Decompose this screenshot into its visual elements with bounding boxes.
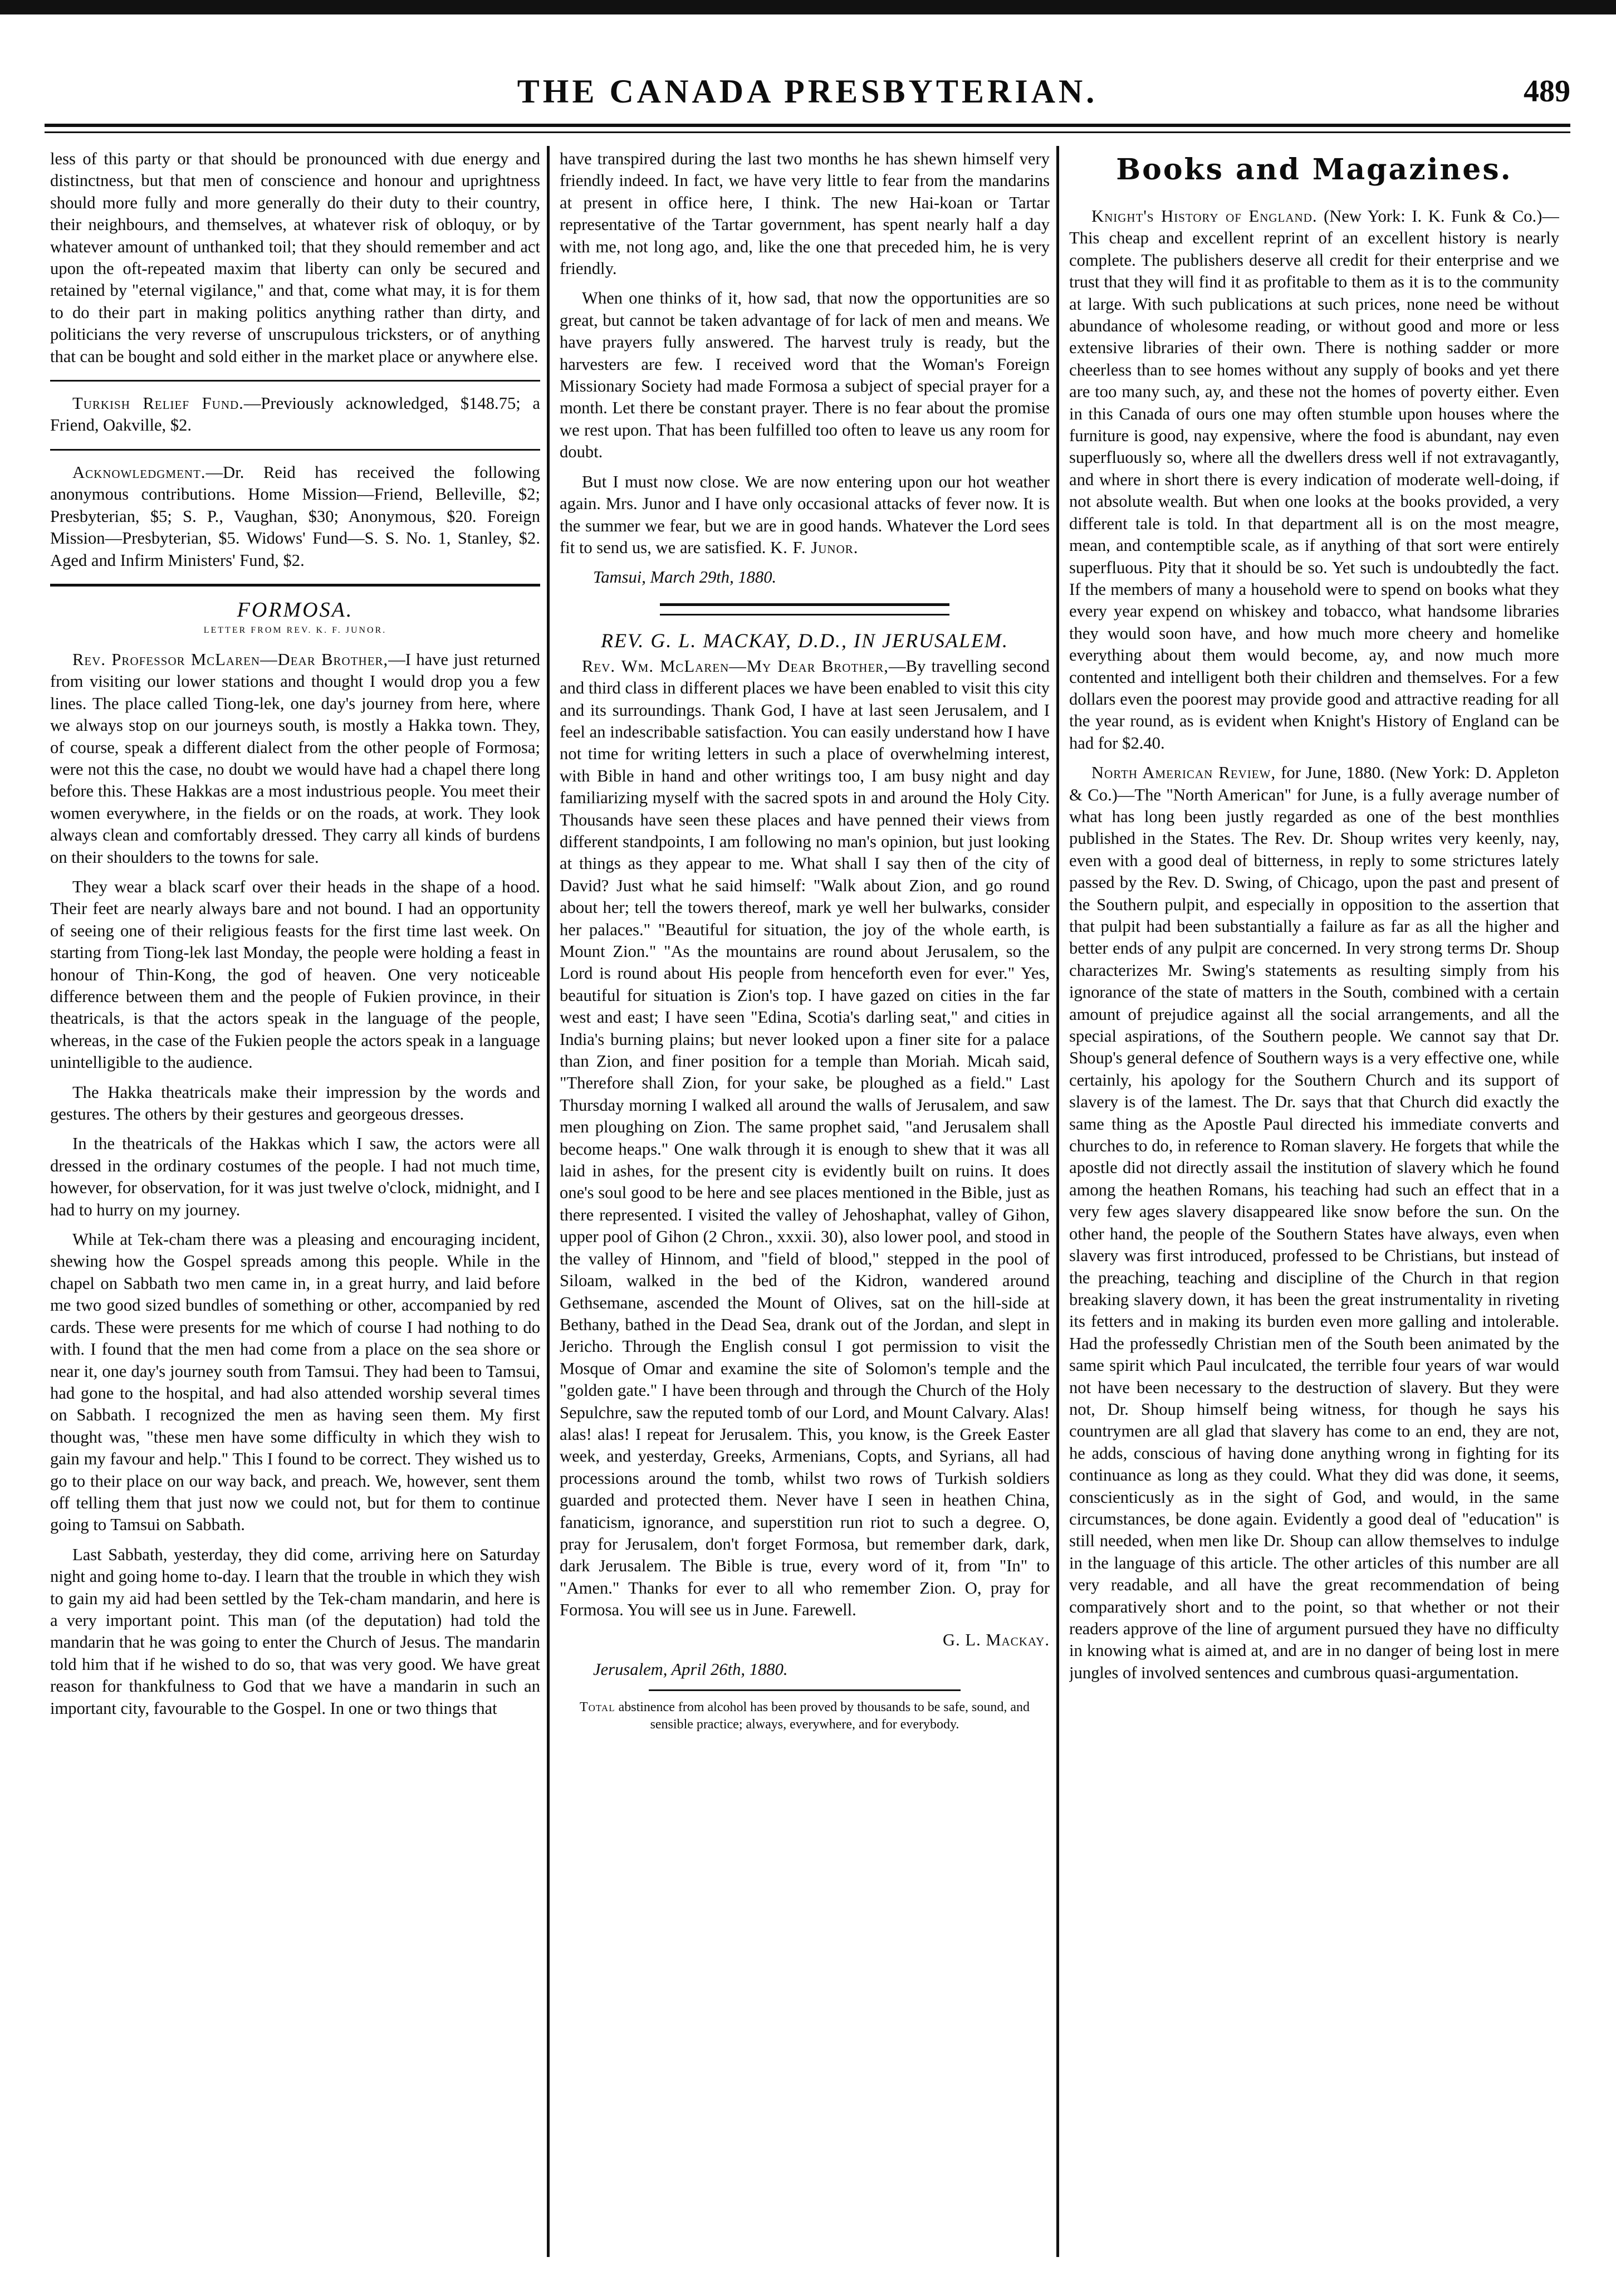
section-divider: [50, 449, 540, 451]
salutation: Rev. Professor McLaren—Dear Brother,: [72, 649, 389, 669]
page-number: 489: [1524, 74, 1570, 109]
paragraph-text: But I must now close. We are now entering upon our hot weather again. Mrs. Junor and I have only occasional attacks of fever now. It is the summer we fear, but we are in good hands. Whatever the Lord sees fit to send us, we are satisfied.: [560, 472, 1050, 557]
paragraph-text: —I have just returned from visiting our lower stations and thought I would drop you a few lines. The place called Tiong-lek, one day's journey from here, where we always stop on our journeys south, is mostly a Hakka town. They, of course, speak a different dialect from the other people of Formosa; were not this the case, no doubt we would have had a chapel there long before this. These Hakkas are a most industrious people. You meet their women everywhere, in the fields or on the roads, at work. They look always clean and comfortably dressed. They carry all kinds of burdens on their shoulders to the towns for sale.: [50, 649, 540, 867]
header-rule-thin: [45, 131, 1570, 133]
article-paragraph: When one thinks of it, how sad, that now the opportunities are so great, but cannot be taken advantage of for lack of men and means. We have prayers fully answered. The harvest truly is ready, but the harvesters are few. I received word that the Woman's Foreign Missionary Society had made Formosa a subject of special prayer for a month. Let there be constant prayer. There is no fear about the promise we rest upon. That has been fulfilled too often to leave us any room for doubt.: [560, 289, 1050, 462]
notice-turkish-relief-fund: [50, 393, 540, 437]
notice-label: Acknowledgment.: [72, 462, 206, 482]
article-paragraph: The Hakka theatricals make their impression by the words and gestures. The others by their gestures and georgeous dresses.: [50, 1082, 540, 1124]
article-paragraph: While at Tek-cham there was a pleasing and encouraging incident, shewing how the Gospel spreads among this people. While in the chapel on Sabbath two men came in, in a great hurry, and laid before me two good sized bundles of something or other, accompanied by red cards. These were presents for me which of course I had nothing to do with. I found that the men had come from a place on the sea shore or near it, one day's journey south from Tamsui. They had been to Tamsui, had gone to the hospital, and had also attended worship several times on Sabbath. I recognized the men as having seen them. My first thought was, "these men have some difficulty in which they wish to gain my favour and help." This I found to be correct. They wished us to go to their place on our way back, and preach. We, however, sent them off telling them that just now we could not, but for them to continue going to Tamsui on Sabbath.: [50, 1230, 540, 1535]
article-paragraph: [50, 649, 540, 868]
column-rule-2: [1056, 146, 1059, 2257]
signature: G. L. Mackay.: [943, 1630, 1050, 1649]
review-text: (New York: I. K. Funk & Co.)—This cheap and excellent reprint of an excellent history is nearly complete. The publishers deserve all credit for their enterprise and we trust that they will find it as profitable to them as it is to the community at large. With such publications at such prices, none need be without abundance of wholesome reading, or without good and more or less extensive libraries of their own. There is nothing sadder or more cheerless than to see homes without any supply of books and yet there are too many such, ay, and these not the homes of poverty either. Even in this Canada of ours one may often stumble upon houses where the furniture is good, nay expensive, where the food is abundant, nay even superfluously so, where all the dwellers dress well if not extravagantly, and where in short there is every indication of moderate well-doing, if not absolute wealth. But when one looks at the books provided, a very different tale is told. In that department all is on the most meagre, mean, and contemptible scale, as if anything of that sort were entirely superfluous. Pity that it should be so. Yet such is undoubtedly the fact. If the members of many a household were to spend on books what they every year expend on whiskey and tobacco, what handsome libraries they would soon have, and how much more cheery and homelike everything about them would become, ay, and now much more contented and intelligent both their children and themselves. For a few dollars even the poorest may provide good and attractive reading for all the year round, as is evident when Knight's History of England can be had for $2.40.: [1069, 207, 1559, 753]
article-title-mackay: REV. G. L. MACKAY, D.D., IN JERUSALEM.: [600, 629, 1008, 652]
notice-acknowledgment: [50, 462, 540, 571]
column-1: [50, 148, 540, 2259]
page-header: [45, 67, 1570, 115]
review-title: Knight's History of England.: [1091, 207, 1318, 226]
paragraph-text: —By travelling second and third class in different places we have been enabled to visit this city and its surroundings. Thank God, I have at last seen Jerusalem, and I feel an indescribable satisfaction. You can easily understand how I have not time for writing letters in such a place of overwhelming interest, with Bible in hand and other writings too, I am busy night and day familiarizing myself with the sacred spots in and around the Holy City. Thousands have seen these places and have penned their views from different standpoints, I am following no man's opinion, but just looking at things as they appear to me. What shall I say then of the city of David? Just what he said himself: "Walk about Zion, and go round about her; tell the towers thereof, mark ye well her bulwarks, consider her palaces." "Beautiful for situation, the joy of the whole earth, is Mount Zion." "As the mountains are round about Jerusalem, so the Lord is round about His people from henceforth even for ever." Yes, beautiful for situation is Zion's top. I have gazed on cities in the far west and east; I have seen "Edina, Scotia's darling seat," and cities in India's burning plains; but never looked upon a finer site for a palace than Zion, and finer position for a temple than Moriah. Micah said, "Therefore shall Zion, for your sake, be ploughed as a field." Last Thursday morning I walked all around the walls of Jerusalem, and saw men ploughing on Zion. The same prophet said, "and Jerusalem shall become heaps." One walk through it is enough to shew that it was all laid in ashes, for the present city is evidently built on ruins. It does one's soul good to be here and see places mentioned in the Bible, just as there represented. I visited the valley of Jehoshaphat, valley of Gihon, upper pool of Gihon (2 Chron., xxxii. 30), also lower pool, and stood in the valley of Hinnom, and "field of blood," stepped in the pool of Siloam, walked in the bed of the Kidron, wandered around Gethsemane, ascended the Mount of Olives, sat on the hill-side at Bethany, bathed in the Dead Sea, drank out of the Jordan, and slept in Jericho. Through the English consul I got permission to visit the Mosque of Omar and examine the site of Solomon's temple and the "golden gate." I have been through and through the Church of the Holy Sepulchre, saw the reputed tomb of our Lord, and Mount Calvary. Alas! alas! alas! I repeat for Jerusalem. This, you know, is the Greek Easter week, and yesterday, Greeks, Armenians, Copts, and Syrians, all had processions around the tomb, whilst two rows of Turkish soldiers guarded and protected them. Never have I seen in heathen China, fanaticism, ignorance, and superstition run riot to such a degree. O, pray for Jerusalem, don't forget Formosa, but remember dark, dark, dark Jerusalem. The Bible is true, every word of it, from "In" to "Amen." Thanks for ever to all who remember Zion. O, pray for Formosa. You will see us in June. Farewell.: [560, 656, 1050, 1620]
column-3: [1069, 148, 1559, 2259]
article-paragraph: less of this party or that should be pronounced with due energy and distinctness, but that men of conscience and honour and uprightness should more fully and more generally do their duty to their country, their neighbours, and themselves, at whatever risk of obloquy, or by whatever amount of unthanked toil; that they should remember and act upon the oft-repeated maxim that liberty can only be secured and retained by "eternal vigilance," and that, come what may, it is for them to do their part in making politics anything rather than dirty, and politicians the very reverse of unscrupulous tricksters, or of anything that can be bought and sold either in the market place or anywhere else.: [50, 149, 540, 366]
review-knights-history: [1069, 206, 1559, 754]
review-title: North American Review,: [1091, 763, 1276, 783]
dateline: Tamsui, March 29th, 1880.: [593, 568, 777, 587]
header-rule-thick: [45, 124, 1570, 127]
article-byline: LETTER FROM REV. K. F. JUNOR.: [203, 625, 387, 635]
column-rule-1: [547, 146, 550, 2257]
notice-label: Turkish Relief Fund.: [72, 394, 244, 413]
notice-text: —Dr. Reid has received the following anonymous contributions. Home Mission—Friend, Belleville, $2; Presbyterian, $5; S. P., Vaughan, $30; Anonymous, $20. Foreign Mission—Presbyterian, $5. Widows' Fund—S. S. No. 1, Stanley, $2. Aged and Infirm Ministers' Fund, $2.: [50, 462, 540, 570]
article-paragraph: They wear a black scarf over their heads in the shape of a hood. Their feet are nearly always bare and not bound. I had an opportunity of seeing one of their religious feasts for the first time last week. On starting from Tiong-lek last Monday, the people were holding a feast in honour of Thin-Kong, the god of heaven. One very noticeable difference between them and the people of Fukien province, in their theatricals, is that the actors speak in the language of the people, whereas, in the case of the Fukien people the actors speak in a language unintelligible to the audience.: [50, 877, 540, 1072]
article-paragraph: In the theatricals of the Hakkas which I saw, the actors were all dressed in the ordinary costumes of the people. I had not much time, however, for observation, for it was just twelve o'clock, midnight, and I had to hurry on my journey.: [50, 1134, 540, 1219]
section-divider: [649, 1689, 961, 1691]
dateline: Jerusalem, April 26th, 1880.: [593, 1660, 788, 1679]
section-divider: [50, 584, 540, 587]
section-divider: [50, 380, 540, 382]
salutation: Rev. Wm. McLaren—My Dear Brother,: [582, 656, 889, 676]
article-paragraph: [560, 656, 1050, 1621]
review-text: for June, 1880. (New York: D. Appleton & Co.)—The "North American" for June, is a fully average number of what has long been justly regarded as one of the best monthlies published in the States. The Rev. Dr. Shoup writes very keenly, nay, even with a good deal of bitterness, in reply to some strictures lately passed by the Rev. D. Swing, of Chicago, upon the past and present of the Southern pulpit, and especially in opposition to the assertion that that pulpit had been substantially a failure as far as all the higher and better ends of any pulpit are concerned. In very strong terms Dr. Shoup characterizes Mr. Swing's statements as resulting simply from his ignorance of the state of matters in the South, combined with a certain amount of prejudice against all the social arrangements, and all the special aspirations, of the Southern people. We cannot say that Dr. Shoup's general defence of Southern ways is a very effective one, while certainly, his apology for the Southern Church and its support of slavery is of the lamest. The Dr. says that that Church did exactly the same thing as the Apostle Paul directed his immediate converts and churches to do, in reference to Roman slavery. He forgets that while the apostle did not directly assail the institution of slavery which he found among the heathen Romans, his teaching had such an effect that in a very few ages slavery disappeared like snow before the sun. On the other hand, the people of the Southern States have always, even when slavery was first introduced, professed to be Christians, but instead of the preaching, teaching and discipline of the Church in that region breaking slavery down, it has been the great instrumentality in riveting its fetters and in making its burden even more galling and intolerable. Had the professedly Christian men of the South been animated by the same spirit which Paul inculcated, the terrible four years of war would not have been necessary to the destruction of slavery. But they were not, Dr. Shoup himself being witness, for though he says his countrymen are all glad that slavery has come to an end, they are not, he adds, conscious of having done anything wrong in fighting for its continuance as long as they could. What they did was done, it seems, conscienticusly as in the sight of God, and would, in the same circumstances, be done again. Evidently a good deal of "education" is still needed, when men like Dr. Shoup can allow themselves to indulge in the language of this article. The other articles of this number are all very readable, and all have the great recommendation of being comparatively short and to the point, so that whether or not their readers approve of the line of argument pursued they have no difficulty in knowing what is aimed at, and are in no danger of being lost in mere jungles of involved sentences and cumbrous quasi-argumentation.: [1069, 763, 1559, 1682]
top-black-rule: [0, 0, 1616, 14]
section-divider-double: [660, 603, 949, 615]
signature: K. F. Junor.: [770, 538, 859, 557]
review-north-american: [1069, 762, 1559, 1684]
section-heading-books-and-magazines: Books and Magazines.: [1116, 153, 1512, 187]
article-paragraph: [560, 471, 1050, 559]
temperance-note: Total abstinence from alcohol has been proved by thousands to be safe, sound, and sensible practice; always, everywhere, and for everybody.: [579, 1700, 1030, 1732]
notice-text: —Previously acknowledged, $148.75; a Friend, Oakville, $2.: [50, 394, 540, 435]
article-paragraph: have transpired during the last two months he has shewn himself very friendly indeed. In fact, we have very little to fear from the mandarins at present in office here, I think. The new Hai-koan or Tartar representative of the Tartar government, has spent nearly half a day with me, not long ago, and, like the one that preceded him, he is very friendly.: [560, 149, 1050, 279]
article-title-formosa: FORMOSA.: [237, 598, 354, 622]
running-title: THE CANADA PRESBYTERIAN.: [517, 73, 1098, 110]
article-paragraph: Last Sabbath, yesterday, they did come, arriving here on Saturday night and going home to-day. I learn that the trouble in which they wish to gain my aid had been settled by the Tek-cham mandarin, and here is a very important point. This man (of the deputation) had told the mandarin that he was going to enter the Church of Jesus. The mandarin told him that if he wished to do so, that was very good. We have great reason for thankfulness to God that we have a mandarin in such an important city, favourable to the Gospel. In one or two things that: [50, 1545, 540, 1718]
column-2: [560, 148, 1050, 2259]
